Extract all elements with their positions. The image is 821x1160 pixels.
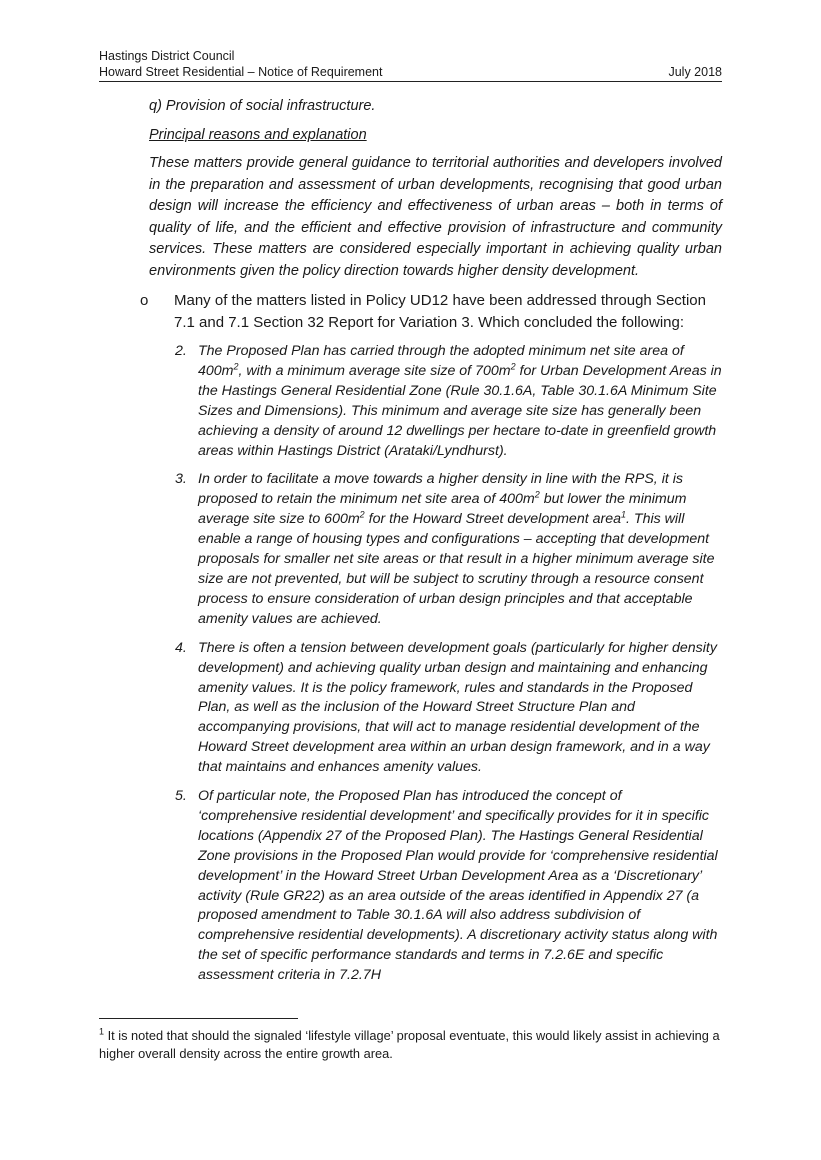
list-item-number: 4. xyxy=(175,639,187,656)
footnote-ref[interactable]: 1 xyxy=(621,509,627,520)
reasons-body: These matters provide general guidance to territorial authorities and developers involved in the preparation and assessment of urban developments, recognising that good urban design will increase the efficiency and effectiveness of urban areas – both in terms of quality of life, and the efficient and effective provision of infrastructure and community services. These matters are considered especially important in achieving quality urban environments given the policy direction towards higher density development. xyxy=(149,155,722,279)
header-doc-title: Howard Street Residential – Notice of Requirement xyxy=(99,65,383,79)
list-item-text: There is often a tension between development goals (particularly for higher density development) and achieving quality urban design and maintaining and enhancing amenity values. It is the policy framework, rules and standards in the Proposed Plan, as well as the inclusion of the Howard Street Structure Plan and accompanying provisions, that will act to manage residential development of the Howard Street development area within an urban design framework, and in a way that maintains and enhances amenity values. xyxy=(198,639,717,776)
list-item-3 xyxy=(175,470,722,629)
page-header xyxy=(99,48,722,82)
superscript: 2 xyxy=(510,361,516,372)
list-item-number: 2. xyxy=(175,343,187,359)
list-item-4 xyxy=(175,639,722,778)
list-item-text: In order to facilitate a move towards a higher density in line with the RPS, it is proposed to retain the minimum net site area of $400m^2$ but lower the minimum average site size to $600m^2$ for the Howard Street development area$^1$. This will enable a range of housing types and configurations – accepting that development proposals for smaller net site areas or that result in a higher minimum average site size are not prevented, but will be subject to scrutiny through a resource consent process to ensure consideration of urban design principles and that acceptable amenity values are achieved. xyxy=(198,471,715,627)
header-line xyxy=(99,64,722,82)
superscript: 2 xyxy=(233,361,239,372)
list-item-number: 3. xyxy=(175,471,187,488)
bullet-item xyxy=(140,290,722,334)
bullet-text: Many of the matters listed in Policy UD12 have been addressed through Section 7.1 and 7.1 Section 32 Report for Variation 3. Which concluded the following: xyxy=(174,292,706,331)
numbered-list xyxy=(175,342,722,986)
footnote-text: It is noted that should the signaled ‘lifestyle village’ proposal eventuate, this would likely assist in achieving a higher overall density across the entire growth area. xyxy=(99,1028,720,1061)
header-date: July 2018 xyxy=(668,65,722,79)
list-item-number: 5. xyxy=(175,788,187,805)
header-org: Hastings District Council xyxy=(99,49,235,63)
list-item-5 xyxy=(175,787,722,986)
superscript: 2 xyxy=(534,489,540,500)
list-item-text: Of particular note, the Proposed Plan has introduced the concept of ‘comprehensive residential development’ and specifically provides for it in specific locations (Appendix 27 of the Proposed Plan). The Hastings General Residential Zone provisions in the Proposed Plan would provide for ‘comprehensive residential development’ in the Howard Street Urban Development Area as a ‘Discretionary’ activity (Rule GR22) as an area outside of the areas identified in Appendix 27 (a proposed amendment to Table 30.1.6A will also address subdivision of comprehensive residential developments). A discretionary activity status along with the set of specific performance standards and terms in 7.2.6E and specific assessment criteria in 7.2.7H xyxy=(198,788,718,984)
list-item-text: The Proposed Plan has carried through the adopted minimum net site area of $400m^2$, with a minimum average site size of $700m^2$ for Urban Development Areas in the Hastings General Residential Zone (Rule 30.1.6A, Table 30.1.6A Minimum Site Sizes and Dimensions). This minimum and average site size has generally been achieving a density of around 12 dwellings per hectare to-date in greenfield growth areas within Hastings District (Arataki/Lyndhurst). xyxy=(198,343,722,459)
footnote-divider xyxy=(99,1018,298,1019)
bullet-mark: o xyxy=(140,292,149,309)
item-q: q) Provision of social infrastructure. xyxy=(149,98,376,114)
footnote-number: 1 xyxy=(99,1026,105,1037)
list-item-2 xyxy=(175,342,722,461)
footnote xyxy=(99,1027,722,1063)
reasons-heading: Principal reasons and explanation xyxy=(149,127,367,143)
page-body xyxy=(140,96,722,995)
superscript: 2 xyxy=(359,509,365,520)
